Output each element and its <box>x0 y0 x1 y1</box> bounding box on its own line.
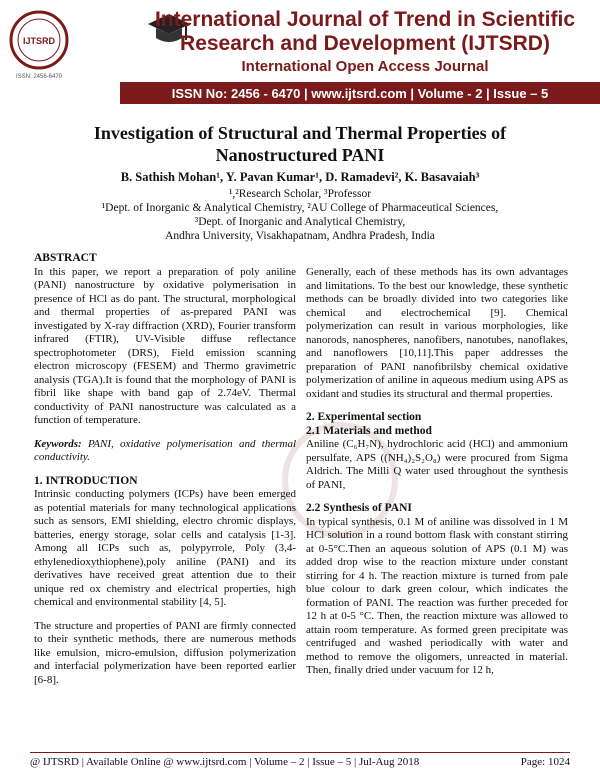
introduction-para-1: Intrinsic conducting polymers (ICPs) have been emerged as potential materials for many technological applications such as sensors, EMI shielding, electro chromic displays, batteries, energy storage, solar cells and catalysis [1-3]. Among all ICPs such as, polypyrrole, Poly (3,4-ethylenedioxythiophene),poly aniline (PANI) and its derivatives have received great attention due to their unique red ox chemistry and electrical properties, high chemical and environmental stability [4, 5]. <box>34 488 296 608</box>
keywords <box>34 438 296 465</box>
right-para-1: Generally, each of these methods has its own advantages and limitations. To the best our knowledge, these synthetic methods can be broadly divided into two categories like chemical and electrochemical [9]. Chemical polymerization can result in various morphologies, like nanorods, nanospheres, nanofibers, nanotubes, nanoflakes, and nanoflowers [10,11].This paper addresses the preparation of PANI nanofibrilsby chemical oxidative polymerization of aniline in aqueous medium using APS as oxidant and studies its structural and thermal properties. <box>306 266 568 400</box>
paper-title: Investigation of Structural and Thermal Properties of Nanostructured PANI <box>93 123 507 165</box>
materials-heading: 2.1 Materials and method <box>306 424 432 437</box>
page-number: Page: 1024 <box>520 756 570 768</box>
experimental-heading: 2. Experimental section <box>306 411 422 423</box>
ijtsrd-logo <box>8 6 70 82</box>
keywords-text: PANI, oxidative polymerisation and thermal conductivity. <box>34 437 296 463</box>
journal-title: International Journal of Trend in Scientific Research and Development (IJTSRD) <box>154 8 576 55</box>
issn-band: ISSN No: 2456 - 6470 | www.ijtsrd.com | Volume - 2 | Issue – 5 <box>120 82 600 104</box>
author-roles: ¹,²Research Scholar, ³Professor <box>228 188 372 200</box>
logo-text: IJTSRD <box>22 36 56 46</box>
footer-info: @ IJTSRD | Available Online @ www.ijtsrd.com | Volume – 2 | Issue – 5 | Jul-Aug 2018 <box>30 756 420 768</box>
keywords-label: Keywords: <box>34 437 82 450</box>
introduction-heading: 1. INTRODUCTION <box>34 474 138 487</box>
abstract-text: In this paper, we report a preparation of poly aniline (PANI) nanostructure by oxidative polymerisation in presence of HCl as do pant. The structural, morphological and thermal properties of as-prepared PANI was investigated by X-ray diffraction (XRD), Fourier transform infrared (FTIR), UV-Visible diffuse reflectance spectrophotometer (DRS), Field emission scanning electron microscopy (FESEM) and Thermo gravimetric analysis (TGA).It is found that the morphology of PANI is fibril like shape with band gap of 2.74eV. Thermal conductivity of PANI nanostructure was calculated as a function of temperature. <box>34 265 296 426</box>
affiliation-3: Andhra University, Visakhapatnam, Andhra Pradesh, India <box>165 230 435 242</box>
affiliation-2: ³Dept. of Inorganic and Analytical Chemistry, <box>194 216 406 228</box>
affiliation-1: ¹Dept. of Inorganic & Analytical Chemistry, ²AU College of Pharmaceutical Sciences, <box>101 202 499 214</box>
synthesis-text: In typical synthesis, 0.1 M of aniline was dissolved in 1 M HCl solution in a round bottom flask with constant stirring at 0-5°C.Then an aqueous solution of APS (0.1 M) was added drop wise to the reaction mixture under constant stirring for 4 h. The reaction mixture is turned from pale blue colour to dark green colour, which indicates the formation of PANI. The reaction was further preceded for 12 h at 0-5 °C. Then, the reaction mixture was allowed to attain room temperature. As formed green precipitate was centrifuged and washed periodically with water and method to remove the oligomers, unreacted in material. Then, finally dried under vacuum for 12 h, <box>306 515 568 676</box>
page-footer <box>30 756 570 768</box>
left-column <box>34 252 296 687</box>
synthesis-heading: 2.2 Synthesis of PANI <box>306 502 412 514</box>
introduction-para-2: The structure and properties of PANI are firmly connected to their synthetic methods, there are numerous methods like emulsion, micro-emulsion, diffusion polymerization and interfacial polymerization have been reported earlier [6-8]. <box>34 619 296 686</box>
footer-divider <box>30 752 570 753</box>
abstract-heading: ABSTRACT <box>34 252 97 264</box>
right-column <box>306 266 568 678</box>
paper-authors: B. Sathish Mohan¹, Y. Pavan Kumar¹, D. Ramadevi², K. Basavaiah³ <box>120 170 480 184</box>
journal-subtitle: International Open Access Journal <box>241 58 489 75</box>
materials-text: Aniline (C₆H₇N), hydrochloric acid (HCl) and ammonium persulfate, APS ((NH₄)₂S₂O₈) were procured from Sigma Aldrich. The Milli Q water used throughout the synthesis of PANI, <box>306 438 568 491</box>
logo-issn: ISSN: 2456-6470 <box>15 74 63 80</box>
journal-header <box>0 0 600 110</box>
